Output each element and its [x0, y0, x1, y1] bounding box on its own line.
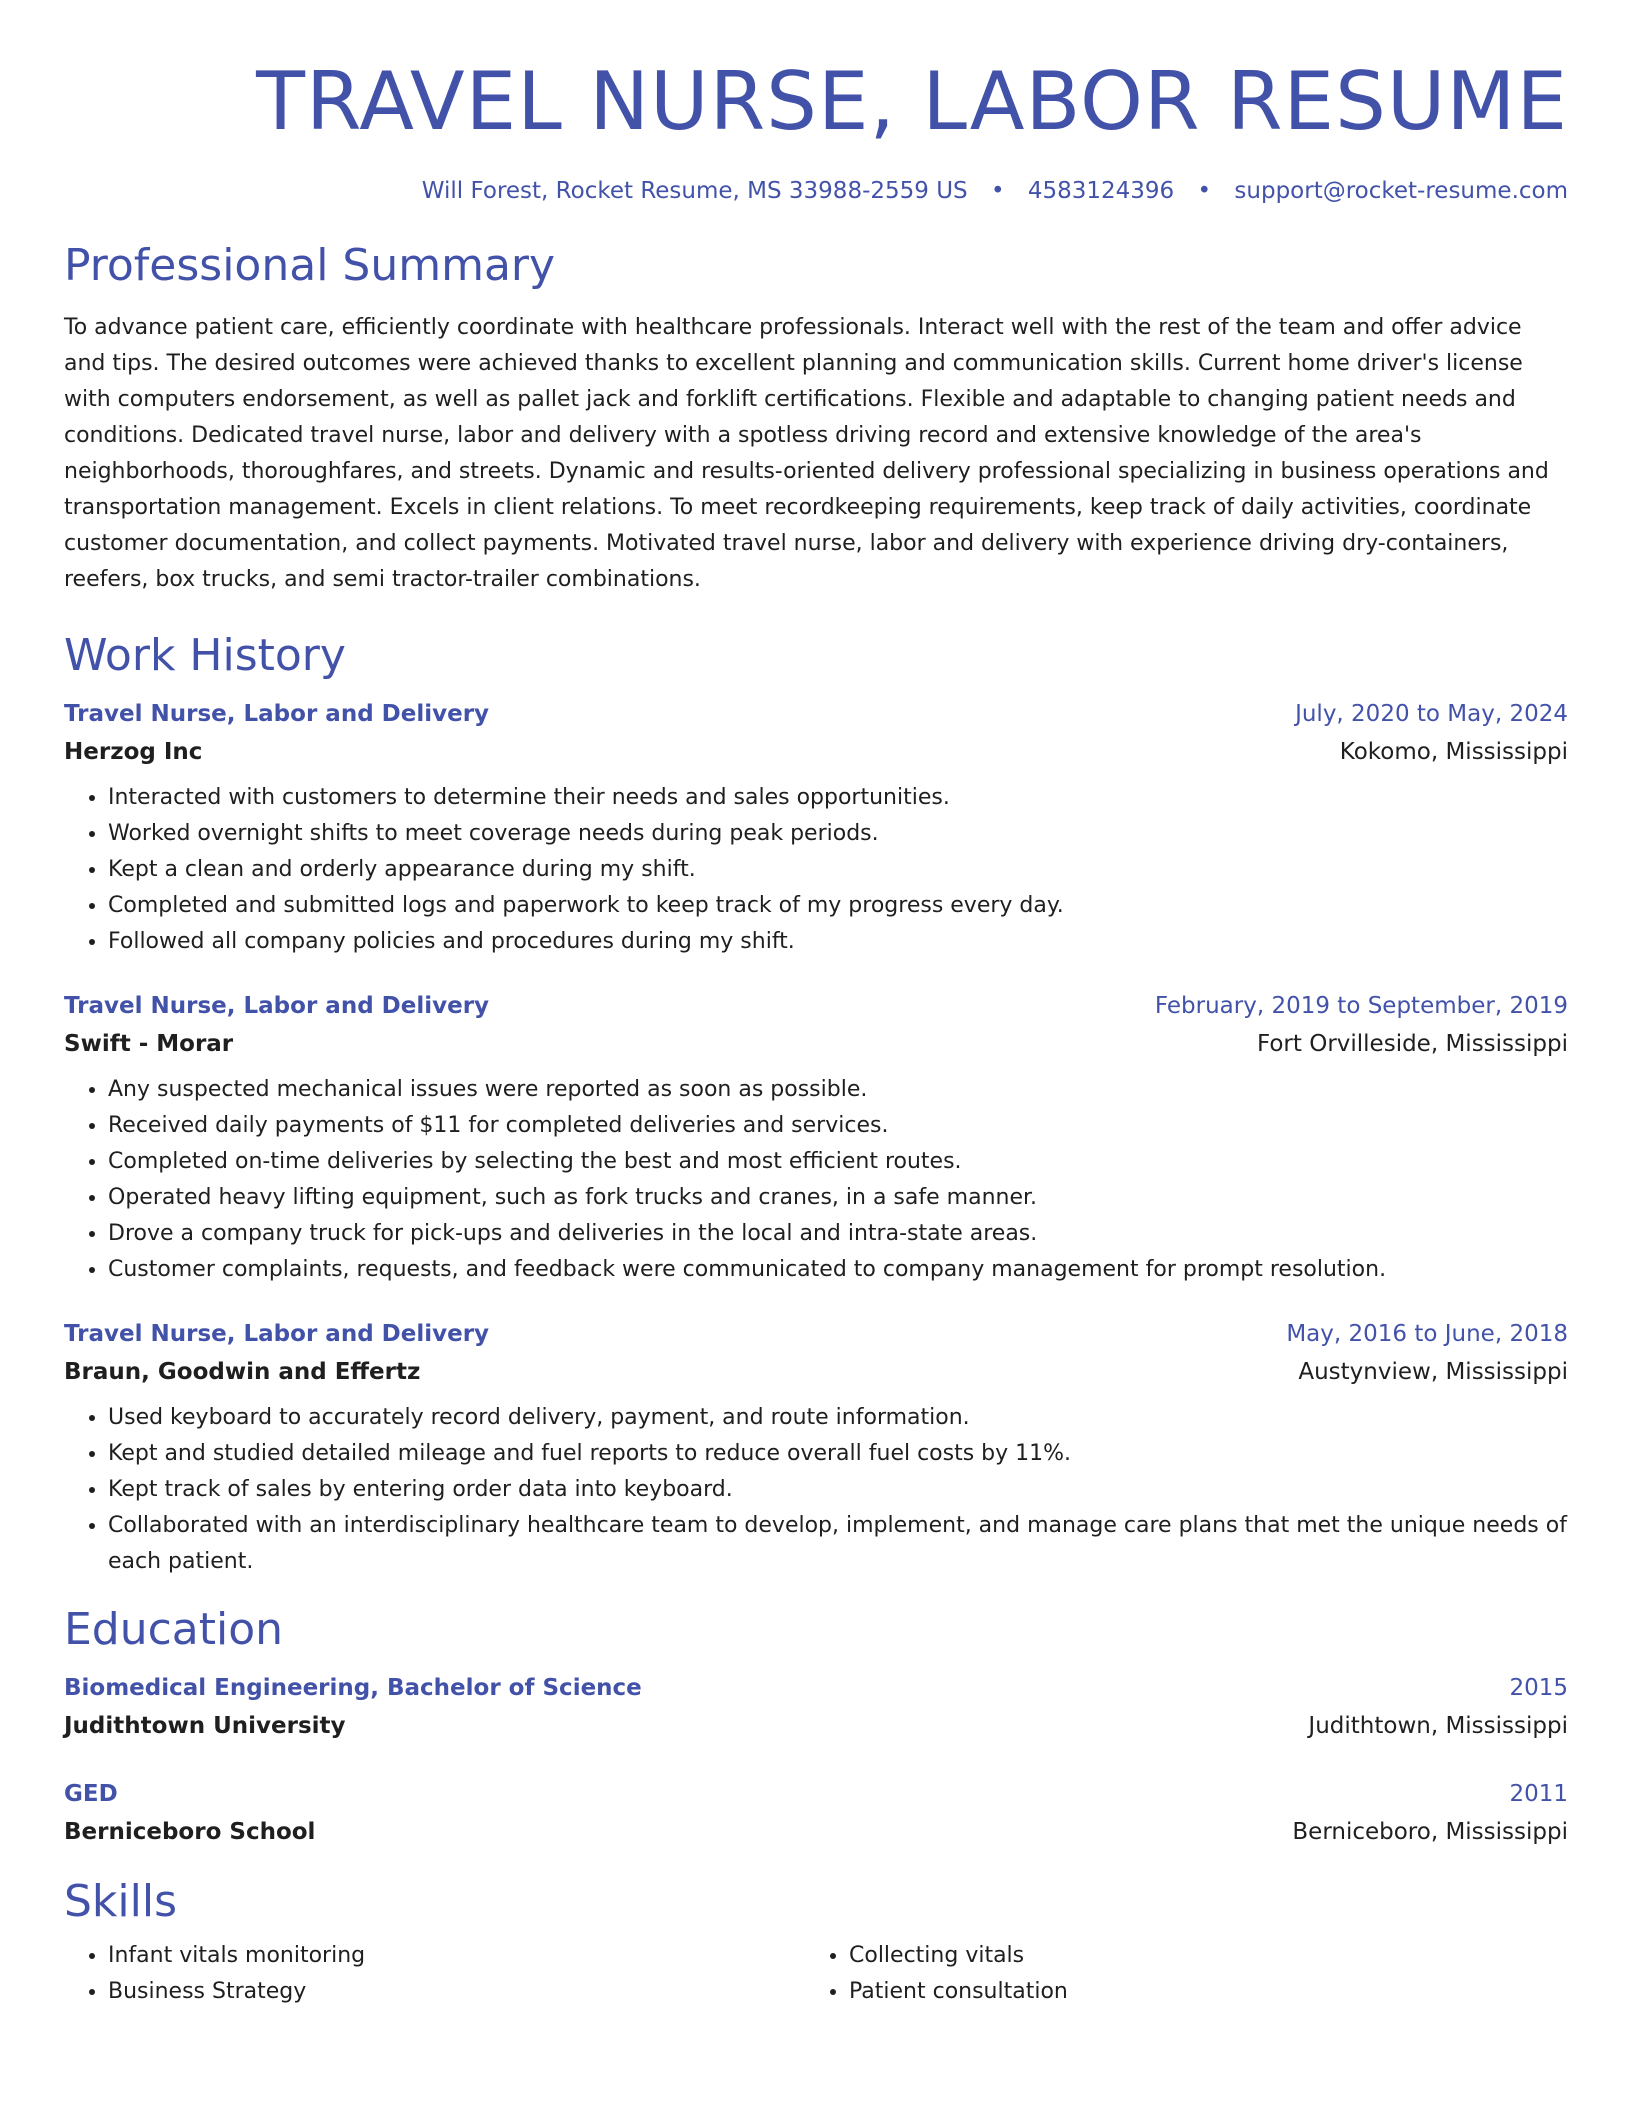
contact-email: support@rocket-resume.com — [1234, 178, 1568, 204]
job-entry — [64, 696, 1568, 960]
job-location: Fort Orvilleside, Mississippi — [1256, 1031, 1568, 1057]
job-dates: May, 2016 to June, 2018 — [1286, 1321, 1568, 1347]
school-name: Berniceboro School — [64, 1819, 316, 1845]
skills-grid — [64, 1938, 1568, 2010]
job-bullets — [64, 1400, 1568, 1580]
job-dates: July, 2020 to May, 2024 — [1295, 701, 1568, 727]
company-name: Braun, Goodwin and Effertz — [64, 1359, 421, 1385]
professional-summary-section — [64, 238, 1568, 598]
skills-column-left — [64, 1938, 805, 2010]
skill-item: • Patient consultation — [849, 1974, 1546, 2010]
job-location: Austynview, Mississippi — [1298, 1359, 1568, 1385]
work-history-section — [64, 628, 1568, 1580]
list-item: • Kept and studied detailed mileage and fuel reports to reduce overall fuel costs by 11%. — [108, 1436, 1568, 1472]
list-item: • Received daily payments of $11 for completed deliveries and services. — [108, 1108, 1568, 1144]
degree-title: GED — [64, 1781, 118, 1807]
section-heading: Professional Summary — [64, 240, 556, 291]
list-item: • Operated heavy lifting equipment, such as fork trucks and cranes, in a safe manner. — [108, 1180, 1568, 1216]
contact-address: Will Forest, Rocket Resume, MS 33988-2559 US — [421, 178, 968, 204]
degree-title: Biomedical Engineering, Bachelor of Science — [64, 1675, 642, 1701]
job-dates: February, 2019 to September, 2019 — [1154, 993, 1568, 1019]
list-item: • Customer complaints, requests, and feedback were communicated to company management for prompt resolution. — [108, 1252, 1568, 1288]
job-title: Travel Nurse, Labor and Delivery — [64, 701, 490, 727]
job-bullets — [64, 780, 1568, 960]
graduation-year: 2015 — [1509, 1675, 1568, 1701]
education-entry — [64, 1670, 1568, 1746]
skill-item: • Infant vitals monitoring — [108, 1938, 805, 1974]
list-item: • Kept track of sales by entering order data into keyboard. — [108, 1472, 1568, 1508]
job-entry — [64, 1316, 1568, 1580]
section-heading: Education — [64, 1604, 284, 1655]
company-name: Herzog Inc — [64, 739, 203, 765]
list-item: • Completed and submitted logs and paperwork to keep track of my progress every day. — [108, 888, 1568, 924]
summary-text: To advance patient care, efficiently coordinate with healthcare professionals. Interact well with the rest of the team and offer advice and tips. The desired outcomes were achieved thanks to excellent planning and communication skills. Current home driver's license with computers endorsement, as well as pallet jack and forklift certifications. Flexible and adaptable to changing patient needs and conditions. Dedicated travel nurse, labor and delivery with a spotless driving record and extensive knowledge of the area's neighborhoods, thoroughfares, and streets. Dynamic and results-oriented delivery professional specializing in business operations and transportation management. Excels in client relations. To meet recordkeeping requirements, keep track of daily activities, coordinate customer documentation, and collect payments. Motivated travel nurse, labor and delivery with experience driving dry-containers, reefers, box trucks, and semi tractor-trailer combinations. — [64, 315, 1549, 592]
skills-section — [64, 1874, 1568, 2010]
job-title: Travel Nurse, Labor and Delivery — [64, 1321, 490, 1347]
job-entry — [64, 988, 1568, 1288]
list-item: • Drove a company truck for pick-ups and deliveries in the local and intra-state areas. — [108, 1216, 1568, 1252]
skill-item: • Collecting vitals — [849, 1938, 1546, 1974]
school-location: Berniceboro, Mississippi — [1292, 1819, 1568, 1845]
list-item: • Completed on-time deliveries by selecting the best and most efficient routes. — [108, 1144, 1568, 1180]
job-title: Travel Nurse, Labor and Delivery — [64, 993, 490, 1019]
resume-header — [64, 0, 1568, 206]
graduation-year: 2011 — [1509, 1781, 1568, 1807]
contact-separator: • — [990, 178, 1005, 204]
list-item: • Interacted with customers to determine their needs and sales opportunities. — [108, 780, 1568, 816]
list-item: • Worked overnight shifts to meet coverage needs during peak periods. — [108, 816, 1568, 852]
education-section — [64, 1602, 1568, 1852]
list-item: • Collaborated with an interdisciplinary healthcare team to develop, implement, and manage care plans that met the unique needs of each patient. — [108, 1508, 1568, 1580]
skill-item: • Business Strategy — [108, 1974, 805, 2010]
job-location: Kokomo, Mississippi — [1339, 739, 1568, 765]
school-location: Judithtown, Mississippi — [1308, 1713, 1568, 1739]
contact-phone: 4583124396 — [1027, 178, 1175, 204]
list-item: • Kept a clean and orderly appearance during my shift. — [108, 852, 1568, 888]
section-heading: Skills — [64, 1876, 178, 1927]
section-heading: Work History — [64, 630, 346, 681]
resume-title: TRAVEL NURSE, LABOR RESUME — [256, 55, 1568, 148]
job-bullets — [64, 1072, 1568, 1288]
contact-separator: • — [1197, 178, 1212, 204]
list-item: • Any suspected mechanical issues were reported as soon as possible. — [108, 1072, 1568, 1108]
skills-column-right — [805, 1938, 1546, 2010]
list-item: • Followed all company policies and procedures during my shift. — [108, 924, 1568, 960]
contact-line — [64, 176, 1568, 206]
school-name: Judithtown University — [64, 1713, 346, 1739]
company-name: Swift - Morar — [64, 1031, 234, 1057]
list-item: • Used keyboard to accurately record delivery, payment, and route information. — [108, 1400, 1568, 1436]
education-entry — [64, 1776, 1568, 1852]
